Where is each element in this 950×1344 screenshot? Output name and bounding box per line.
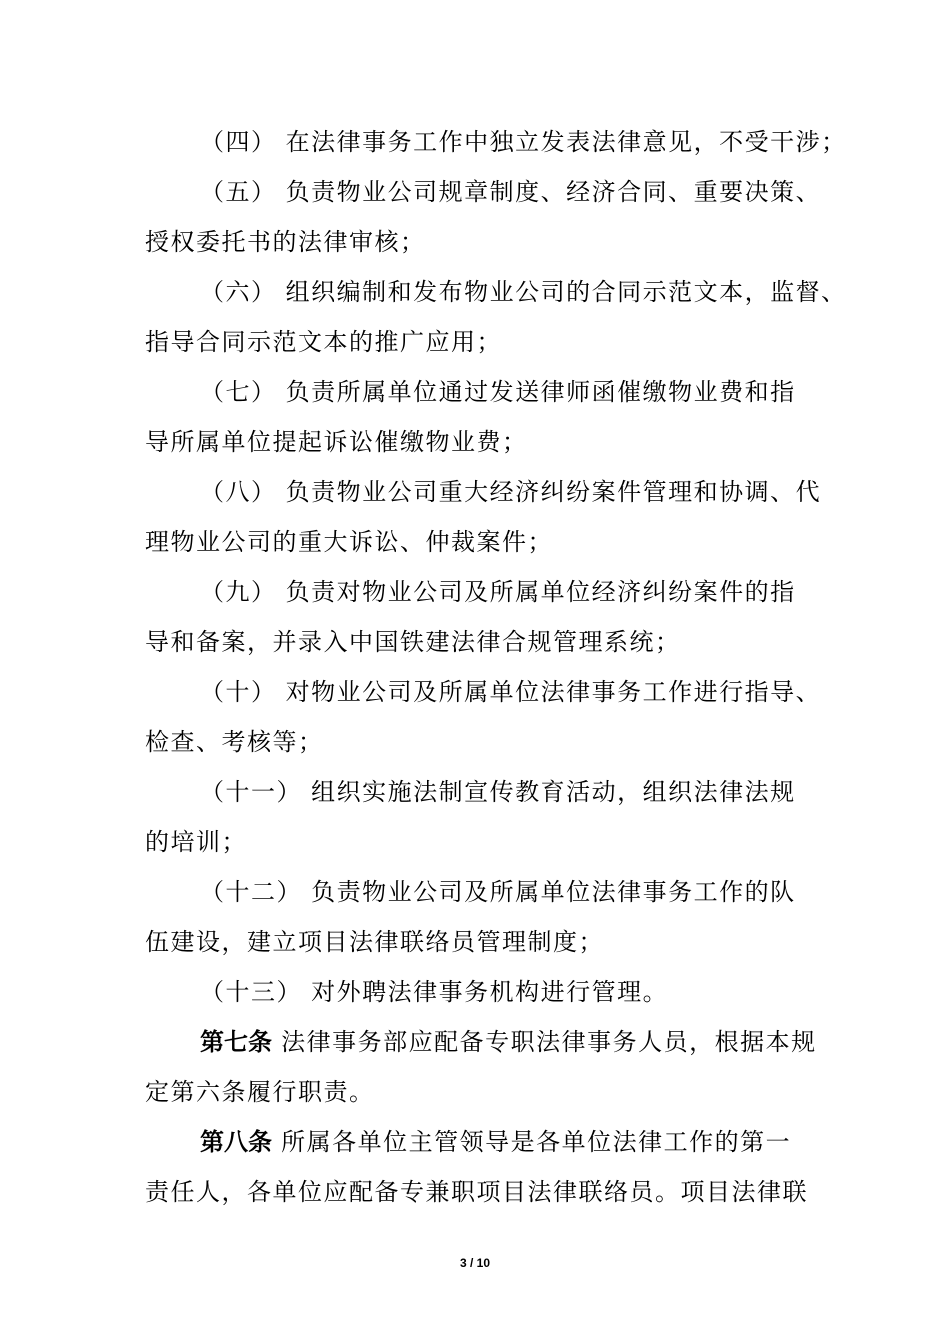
line-text: 伍建设，建立项目法律联络员管理制度； xyxy=(145,928,604,956)
line-text: （八） 负责物业公司重大经济纠纷案件管理和协调、代 xyxy=(200,478,822,506)
line-text: 导和备案，并录入中国铁建法律合规管理系统； xyxy=(145,628,681,656)
line-text: 理物业公司的重大诉讼、仲裁案件； xyxy=(145,528,553,556)
paragraph-line xyxy=(145,617,825,667)
paragraph-line xyxy=(200,267,847,317)
line-text: 定第六条履行职责。 xyxy=(145,1078,375,1106)
paragraph-line xyxy=(145,917,825,967)
line-text: 责任人，各单位应配备专兼职项目法律联络员。项目法律联 xyxy=(145,1178,808,1206)
paragraph-line xyxy=(145,817,825,867)
paragraph-line xyxy=(145,317,825,367)
article-heading: 第七条 xyxy=(200,1027,272,1056)
line-text: （五） 负责物业公司规章制度、经济合同、重要决策、 xyxy=(200,178,822,206)
line-text: （十一） 组织实施法制宣传教育活动，组织法律法规 xyxy=(200,778,796,806)
paragraph-line xyxy=(200,967,825,1017)
line-text: （十三） 对外聘法律事务机构进行管理。 xyxy=(200,978,669,1006)
line-text: （七） 负责所属单位通过发送律师函催缴物业费和指 xyxy=(200,378,796,406)
paragraph-line xyxy=(145,217,825,267)
line-text: 所属各单位主管领导是各单位法律工作的第一 xyxy=(272,1128,792,1156)
line-text: （四） 在法律事务工作中独立发表法律意见，不受干涉； xyxy=(200,128,847,156)
line-text: （九） 负责对物业公司及所属单位经济纠纷案件的指 xyxy=(200,578,796,606)
article-line xyxy=(200,1117,825,1167)
paragraph-line xyxy=(200,367,825,417)
line-text: （六） 组织编制和发布物业公司的合同示范文本，监督、 xyxy=(200,278,847,306)
paragraph-line xyxy=(200,767,825,817)
line-text: （十） 对物业公司及所属单位法律事务工作进行指导、 xyxy=(200,678,822,706)
line-text: 法律事务部应配备专职法律事务人员，根据本规 xyxy=(272,1028,817,1056)
paragraph-line xyxy=(145,417,825,467)
paragraph-line xyxy=(200,867,825,917)
paragraph-line xyxy=(200,167,825,217)
paragraph-line xyxy=(200,667,825,717)
paragraph-line xyxy=(200,567,825,617)
paragraph-line xyxy=(145,1067,825,1117)
line-text: 检查、考核等； xyxy=(145,728,324,756)
article-heading: 第八条 xyxy=(200,1127,272,1156)
page-number: 3 / 10 xyxy=(459,1256,491,1270)
line-text: 授权委托书的法律审核； xyxy=(145,228,426,256)
paragraph-line xyxy=(200,117,847,167)
paragraph-line xyxy=(200,467,825,517)
paragraph-line xyxy=(145,517,825,567)
line-text: （十二） 负责物业公司及所属单位法律事务工作的队 xyxy=(200,878,796,906)
article-line xyxy=(200,1017,825,1067)
line-text: 导所属单位提起诉讼催缴物业费； xyxy=(145,428,528,456)
line-text: 的培训； xyxy=(145,828,247,856)
paragraph-line xyxy=(145,1167,825,1217)
paragraph-line xyxy=(145,717,825,767)
line-text: 指导合同示范文本的推广应用； xyxy=(145,328,502,356)
